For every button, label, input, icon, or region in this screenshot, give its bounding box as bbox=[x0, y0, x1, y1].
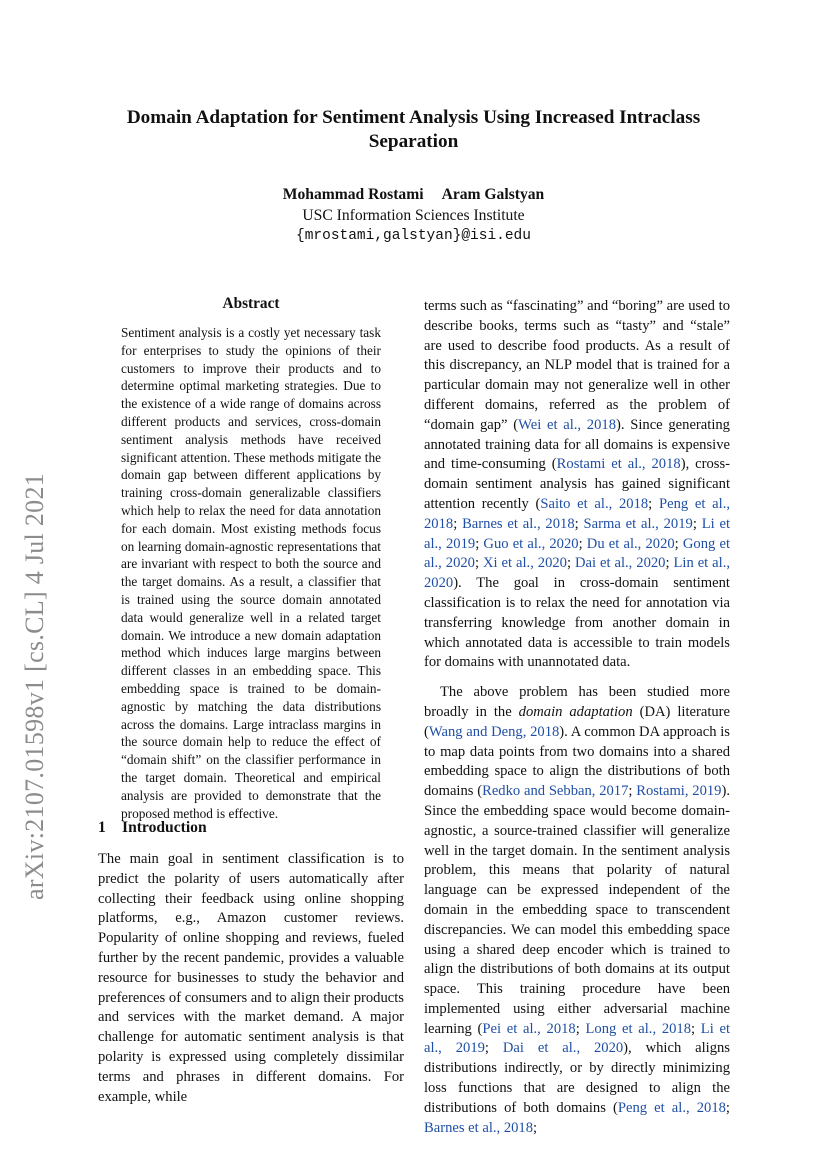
author-name: Aram Galstyan bbox=[441, 186, 545, 203]
author-block bbox=[90, 184, 737, 247]
author-email: {mrostami,galstyan}@isi.edu bbox=[296, 228, 531, 244]
citation-link[interactable]: Saito et al., 2018 bbox=[540, 495, 649, 512]
abstract-body: Sentiment analysis is a costly yet necessary task for enterprises to study the opinions of their customers to improve their products and to determine optimal marketing strategies. Due to the existence of a wide range of domains across different products and services, cross-domain sentiment analysis methods have received significant attention. These methods mitigate the domain gap between different applications by training cross-domain generalizable classifiers which help to relax the need for data annotation for each domain. Most existing methods focus on learning domain-agnostic representations that are invariant with respect to both the source and the target domains. As a result, a classifier that is trained using the source domain annotated data would generalize well in a related target domain. We introduce a new domain adaptation method which induces large margins between different classes in an embedding space. This embedding space is trained to be domain-agnostic by matching the data distributions across the domains. Large intraclass margins in the source domain help to reduce the effect of “domain shift” on the classifier performance in the target domain. Theoretical and empirical analysis are provided to demonstrate that the proposed method is effective. bbox=[121, 325, 381, 821]
text-run: ), which aligns distributions indirectly, or by directly minimizing loss functions that are designed to align the distributions of both domains ( bbox=[424, 1040, 730, 1116]
text-run: ). Since generating annotated training data for all domains is expensive and time-consuming ( bbox=[424, 416, 730, 473]
citation-link[interactable]: Barnes et al., 2018 bbox=[424, 1119, 534, 1136]
text-run: The above problem has been studied more broadly in the bbox=[424, 684, 730, 720]
citation-link[interactable]: Dai et al., 2020 bbox=[502, 1040, 624, 1057]
citation-link[interactable]: Xi et al., 2020 bbox=[482, 555, 567, 572]
citation-link[interactable]: Rostami, 2019 bbox=[636, 783, 722, 800]
citation-link[interactable]: Du et al., 2020 bbox=[586, 535, 675, 552]
text-run: terms such as “fascinating” and “boring” are used to describe books, terms such as “tasty” and “stale” are used to describe food products. As a result of this discrepancy, an NLP model that is trained for a particular domain may not generalize well in other different domains, referred as the problem of “domain gap” ( bbox=[424, 298, 730, 433]
section-title: Introduction bbox=[122, 819, 207, 836]
author-affiliation: USC Information Sciences Institute bbox=[302, 207, 525, 224]
text-run: ). The goal in cross-domain sentiment classification is to relax the need for annotation via transferring knowledge from another domain in which annotated data is accessible to train models for domains with unannotated data. bbox=[424, 575, 730, 671]
author-names bbox=[90, 184, 737, 205]
abstract-heading: Abstract bbox=[222, 295, 280, 312]
citation-link[interactable]: Wei et al., 2018 bbox=[518, 416, 616, 433]
section-number: 1 bbox=[98, 819, 106, 836]
text-run: ). A common DA approach is to map data points from two domains into a shared embedding space to align the distributions of both domains ( bbox=[424, 723, 730, 800]
citation-link[interactable]: Pei et al., 2018 bbox=[482, 1020, 576, 1037]
citation-link[interactable]: Wang and Deng, 2018 bbox=[428, 723, 560, 740]
citation-link[interactable]: Barnes et al., 2018 bbox=[462, 515, 575, 532]
text-run: ; bbox=[533, 1119, 538, 1136]
text-run: (DA) literature ( bbox=[424, 703, 731, 740]
introduction-left-column bbox=[98, 850, 404, 1107]
citation-link[interactable]: Lin et al., 2020 bbox=[424, 555, 731, 592]
citation-link[interactable]: Sarma et al., 2019 bbox=[583, 515, 693, 532]
intro-paragraph-continued: terms such as “fascinating” and “boring” are used to describe books, terms such as “tasty” and “stale” are used to describe food products. As a result of this discrepancy, an NLP model that is trained for a particular domain may not generalize well in other different domains, referred as the problem of “domain gap” (Wei et al., 2018). Since generating annotated training data for all domains is expensive and time-consuming (Rostami et al., 2018), cross-domain sentiment analysis has gained significant attention recently (Saito et al., 2018; Peng et al., 2018; Barnes et al., 2018; Sarma et al., 2019; Li et al., 2019; Guo et al., 2020; Du et al., 2020; Gong et al., 2020; Xi et al., 2020; Dai et al., 2020; Lin et al., 2020). The goal in cross-domain sentiment classification is to relax the need for annotation via transferring knowledge from another domain in which annotated data is accessible to train models for domains with unannotated data. bbox=[424, 298, 731, 671]
domain-adaptation-paragraph: The above problem has been studied more broadly in the domain adaptation (DA) literature (Wang and Deng, 2018). A common DA approach is to map data points from two domains into a shared embedding space to align the distributions of both domains (Redko and Sebban, 2017; Rostami, 2019). Since the embedding space would become domain-agnostic, a source-trained classifier will generalize well in the target domain. In the sentiment analysis problem, this means that polarity of natural language can be expressed independent of the domain in the embedding space to transcendent discrepancies. We can model this embedding space using a shared deep encoder which is trained to align the distributions of both domains at its output space. This training procedure have been implemented using either adversarial machine learning (Pei et al., 2018; Long et al., 2018; Li et al., 2019; Dai et al., 2020), which aligns distributions indirectly, or by directly minimizing loss functions that are designed to align the distributions of both domains (Peng et al., 2018; Barnes et al., 2018; bbox=[424, 684, 731, 1136]
citation-link[interactable]: Peng et al., 2018 bbox=[424, 495, 730, 532]
citation-link[interactable]: Rostami et al., 2018 bbox=[556, 456, 681, 473]
citation-link[interactable]: Long et al., 2018 bbox=[585, 1020, 692, 1037]
citation-link[interactable]: Li et al., 2019 bbox=[424, 515, 731, 552]
arxiv-identifier-stamp: arXiv:2107.01598v1 [cs.CL] 4 Jul 2021 bbox=[20, 472, 49, 900]
text-run: ). Since the embedding space would become domain-agnostic, a source-trained classifier will generalize well in the target domain. In the sentiment analysis problem, this means that polarity of natural language can be expressed independent of the domain in the embedding space to transcendent discrepancies. We can model this embedding space using a shared deep encoder which is trained to align the distributions of both domains at its output space. This training procedure have been implemented using either adversarial machine learning ( bbox=[424, 783, 730, 1037]
citation-link[interactable]: Peng et al., 2018 bbox=[617, 1099, 726, 1116]
emphasis-term: domain adaptation bbox=[518, 703, 633, 720]
citation-link[interactable]: Dai et al., 2020 bbox=[575, 555, 666, 572]
citation-link[interactable]: Li et al., 2019 bbox=[424, 1020, 731, 1057]
author-name: Mohammad Rostami bbox=[282, 186, 424, 203]
intro-paragraph: The main goal in sentiment classification is to predict the polarity of users automatically after collecting their feedback using online shopping platforms, e.g., Amazon customer reviews. Popularity of online shopping and reviews, fueled further by the recent pandemic, provides a valuable resource for businesses to study the behavior and preferences of consumers and to align their products and services with the market demand. A major challenge for automatic sentiment analysis is that polarity is expressed using completely dissimilar terms and phrases in different domains. For example, while bbox=[98, 851, 404, 1105]
citation-link[interactable]: Redko and Sebban, 2017 bbox=[482, 783, 629, 800]
citation-link[interactable]: Guo et al., 2020 bbox=[483, 535, 579, 552]
paper-title: Domain Adaptation for Sentiment Analysis Using Increased Intraclass Separation bbox=[126, 107, 701, 152]
right-column bbox=[424, 297, 730, 1138]
section-heading-introduction bbox=[98, 819, 404, 837]
citation-link[interactable]: Gong et al., 2020 bbox=[424, 535, 731, 572]
text-run: ), cross-domain sentiment analysis has gained significant attention recently ( bbox=[424, 456, 731, 512]
